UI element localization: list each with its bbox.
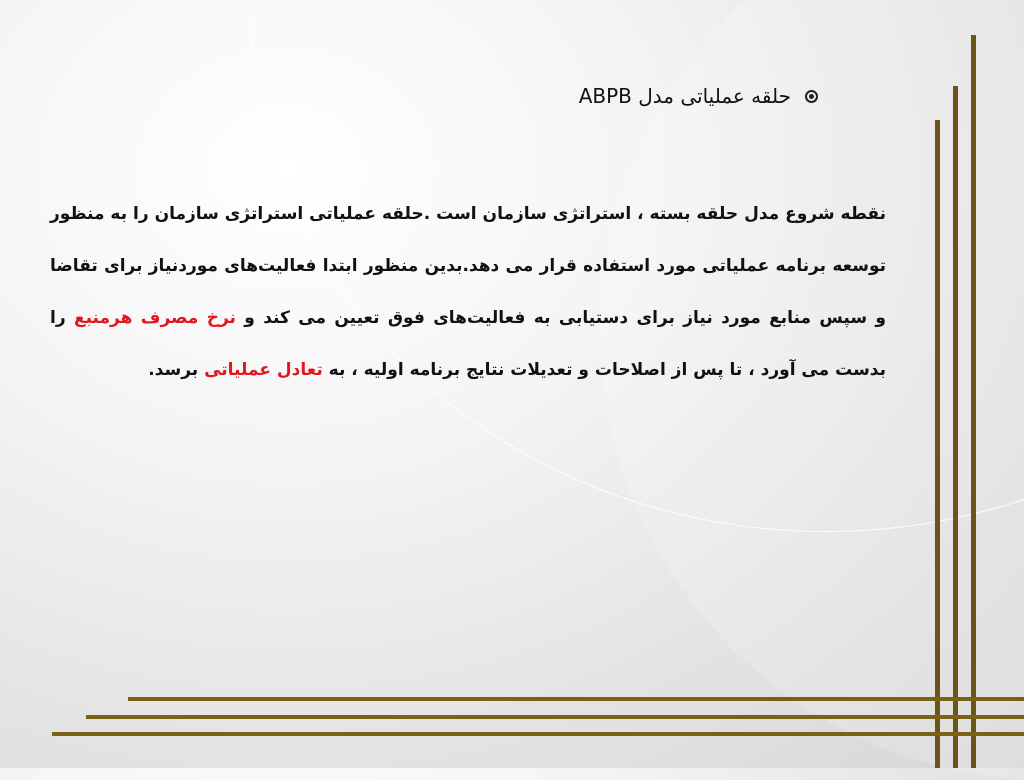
decorative-vertical-line xyxy=(953,86,958,768)
decorative-vertical-line xyxy=(935,120,940,768)
decorative-vertical-line xyxy=(971,35,976,768)
slide-body-paragraph xyxy=(50,188,886,396)
paragraph-text: نقطه شروع مدل حلقه بسته ، استراتژی سازمان است .حلقه عملیاتی استراتژی سازمان را به منظور توسعه برنامه عملیاتی مورد استفاده قرار می دهد.بدین منظور ابتدا فعالیت‌های موردنیاز برای تقاضا و سپس منابع مورد نیاز برای دستیابی به فعالیت‌های فوق تعیین می کند و xyxy=(50,204,886,328)
decorative-horizontal-line xyxy=(128,697,1024,701)
highlight-consumption-rate: نرخ مصرف هرمنبع xyxy=(73,308,236,328)
radio-bullet-icon xyxy=(805,90,818,103)
paragraph-text: برسد. xyxy=(148,360,205,380)
decorative-horizontal-line xyxy=(52,732,1024,736)
paragraph-text: را بدست می آورد ، تا پس از اصلاحات و تعدیلات نتایج برنامه اولیه ، به xyxy=(50,308,886,380)
decorative-horizontal-line xyxy=(86,715,1024,719)
highlight-operational-balance: تعادل عملیاتی xyxy=(204,360,323,380)
slide-title-row xyxy=(579,84,818,108)
slide-title: حلقه عملیاتی مدل ABPB xyxy=(578,84,791,108)
